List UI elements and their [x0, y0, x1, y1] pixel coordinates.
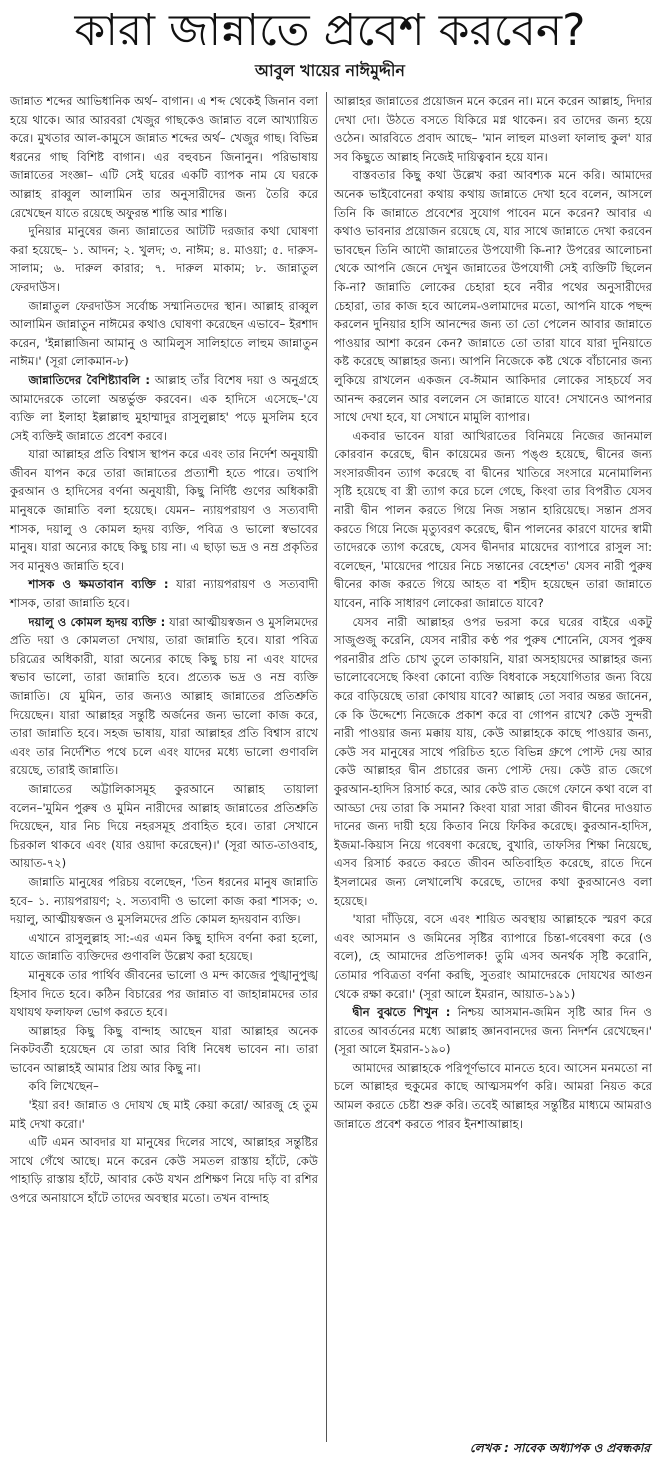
- paragraph-text: কবি লিখেছেন–: [28, 1079, 99, 1094]
- paragraph-text: যেসব নারী আল্লাহর ওপর ভরসা করে ঘরের বাইরে একটু সাজুগুজু করেনি, যেসব নারীর কণ্ঠ পর পুরুষ শোনেনি, যেসব পুরুষ পরনারীর প্রতি চোখ তুলে তাকায়নি, যারা অসহায়দের আল্লাহর জন্য ভালোবেসেছে কিংবা কোনো ব্যক্তি বিধবাকে সহযোগিতার জন্য বিয়ে করে বাড়িয়েছে তারা কোথায় যাবে? আল্লাহ তো সবার অন্তর জানেন, কে কি উদ্দেশ্যে নিজেকে প্রকাশ করে বা গোপন রাখে? কেউ সুন্দরী নারী পাওয়ার জন্য মক্কায় যায়, কেউ আল্লাহকে কাছে পাওয়ার জন্য, কেউ সব মানুষের সাথে পরিচিত হতে বিভিন্ন গ্রুপে পোস্ট দেয় আর কেউ আল্লাহর দ্বীন প্রচারের জন্য পোস্ট দেয়। কেউ রাত জেগে কুরআন-হাদিস রিসার্চ করে, আর কেউ রাত জেগে ফোনে কথা বলে বা আড্ডা দেয় তারা কি সমান? কিংবা যারা সারা জীবন দ্বীনের দাওয়াত দানের জন্য দায়ী হয়ে কিতাব নিয়ে ফিকির করেছে। কুরআন-হাদিস, ইজমা-কিয়াস নিয়ে গবেষণা করেছে, বুখারি, তাফসির শিক্ষা নিয়েছে, এসব রিসার্চ করতে করতে জীবন অতিবাহিত করেছে, রাতে দিনে ইসলামের জন্য লেখালেখি করেছে, তাদের কথা কুরআনেও বলা হয়েছে।: [334, 614, 652, 908]
- paragraph-text: যারা ন্যায়পরায়ণ ও সত্যবাদী শাসক, তারা জান্নাতি হবে।: [10, 577, 319, 611]
- paragraph: [10, 92, 318, 222]
- paragraph-text: এটি এমন আবদার যা মানুষের দিলের সাথে, আল্লাহর সন্তুষ্টির সাথে গেঁথে আছে। মনে করেন কেউ সমতল রাস্তায় হাঁটে, কেউ পাহাড়ি রাস্তায় হাঁটে, আবার কেউ যখন প্রশিক্ষণ নিয়ে দড়ি বা রশির ওপরে অনায়াসে হাঁটে তাদের অবস্থার মতো। তখন বান্দাহ: [10, 1135, 318, 1206]
- paragraph: [334, 613, 652, 911]
- paragraph: [10, 873, 318, 929]
- paragraph-text: যারা আল্লাহর প্রতি বিশ্বাস স্থাপন করে এবং তার নির্দেশ অনুযায়ী জীবন যাপন করে তারা জান্নাতের প্রত্যাশী হতে পারে। তথাপি কুরআন ও হাদিসের বর্ণনা অনুযায়ী, কিছু নির্দিষ্ট গুণের অধিকারী মানুষকে জান্নাতি বলা হয়েছে। যেমন– ন্যায়পরায়ণ ও সত্যবাদী শাসক, দয়ালু ও কোমল হৃদয় ব্যক্তি, পবিত্র ও ভালো স্বভাবের মানুষ। যারা অন্যের কাছে কিছু চায় না। এ ছাড়া ভদ্র ও নম্র প্রকৃতির সব মানুষও জান্নাতি হবে।: [10, 447, 318, 573]
- paragraph-text: আল্লাহর জান্নাতের প্রয়োজন মনে করেন না। মনে করেন আল্লাহ, দিদার দেখা দো। উঠতে বসতে যিকিরে মগ্ন থাকেন। রব তাদের জন্য হয়ে ওঠেন। আরবিতে প্রবাদ আছে– 'মান লাহুল মাওলা ফালাহু কুল' যার সব কিছুতে আল্লাহ নিজেই দায়িত্ববান হয়ে যান।: [334, 94, 652, 164]
- paragraph-text: জান্নাতুল ফেরদাউস সর্বোচ্চ সম্মানিতদের স্থান। আল্লাহ রাব্বুল আলামিন জান্নাতুন নাঈমের কথাও ঘোষণা করেছেন এভাবে– ইরশাদ করেন, 'ইন্নাল্লাজিনা আমানু ও আমিলুস সালিহাতে লাহুম জান্নাতুন নাঈম।' (সূরা লোকমান-৮): [10, 298, 318, 369]
- paragraph-text: জান্নাত শব্দের আভিধানিক অর্থ– বাগান। এ শব্দ থেকেই জিনান বলা হয়ে থাকে। আর আরবরা খেজুর গাছকেও জান্নাত বলে আখ্যায়িত করে। মুখতার আল-কামুসে জান্নাত শব্দের অর্থ– খেজুর গাছ। বিভিন্ন ধরনের গাছ বিশিষ্ট বাগান। এর বহুবচন জিনানুন। পরিভাষায় জান্নাতের সংজ্ঞা– এটি সেই ঘরের একটি ব্যাপক নাম যে ঘরকে আল্লাহ রাব্বুল আলামিন তার অনুসারীদের জন্য তৈরি করে রেখেছেন যাতে রয়েছে অফুরন্ত শান্তি আর শান্তি।: [10, 94, 318, 220]
- paragraph-text: বাস্তবতার কিছু কথা উল্লেখ করা আবশ্যক মনে করি। আমাদের অনেক ভাইবোনেরা কথায় কথায় জান্নাতে দেখা হবে বলেন, আসলে তিনি কি জান্নাতে প্রবেশের সুযোগ পাবেন মনে করেন? আবার এ কথাও ভাবনার প্রয়োজন রয়েছে যে, যার সাথে জান্নাতে দেখা করবেন ভাবছেন তিনি আদৌ জান্নাতের উপযোগী কি-না? উপরের আলোচনা থেকে আপনি জেনে দেখুন জান্নাতের উপযোগী সেই ব্যক্তিটি ছিলেন কি-না? জান্নাতি লোকের চেহারা হবে নবীর পথের অনুসারীদের চেহারা, তার কাজ হবে আলেম-ওলামাদের মতো, আপনি যাকে পছন্দ করলেন দুনিয়ার হাসি আনন্দের জন্য তা তো পেলেন আবার জান্নাতে পাওয়ার আশা করেন কেন? জান্নাতে তো তারা যাবে যারা দুনিয়াতে কষ্ট করেছে আল্লাহর জন্য। আপনি নিজেকে কষ্ট থেকে বাঁচানোর জন্য লুকিয়ে রাখলেন একজন বে-ঈমান আকিদার লোকের সাহচর্যে সব আনন্দ করলেন আর বললেন সে জান্নাতে যাবে! সেখানেও আপনার সাথে দেখা হবে, যা সেখানে মামুলি ব্যাপার।: [334, 168, 652, 425]
- author-byline: আবুল খায়ের নাঈমুদ্দীন: [255, 61, 405, 80]
- paragraph: [334, 427, 652, 613]
- paragraph-text: নিশ্চয় আসমান-জমিন সৃষ্টি আর দিন ও রাতের আবর্তনের মধ্যে আল্লাহ জ্ঞানবানদের জন্য নিদর্শন রেখেছেন।' (সূরা আলে ইমরান-১৯০): [334, 1005, 653, 1057]
- paragraph: [10, 1077, 318, 1096]
- paragraph-lead: দয়ালু ও কোমল হৃদয় ব্যক্তি :: [28, 614, 166, 629]
- paragraph: [10, 222, 318, 296]
- paragraph: [10, 1022, 318, 1078]
- paragraph: [10, 929, 318, 966]
- paragraph: [334, 92, 652, 166]
- paragraph: [10, 575, 318, 612]
- paragraph-text: যারা আত্মীয়স্বজন ও মুসলিমদের প্রতি দয়া ও কোমলতা দেখায়, তারা জান্নাতি হবে। যারা পবিত্র চরিত্রের অধিকারী, যারা অন্যের কাছে কিছু চায় না এবং যাদের স্বভাব ভালো, তারা জান্নাতি হবে। প্রত্যেক ভদ্র ও নম্র ব্যক্তি জান্নাতি। যে মুমিন, তার জন্যও আল্লাহ জান্নাতের প্রতিশ্রুতি দিয়েছেন। যারা আল্লাহর সন্তুষ্টি অর্জনের জন্য ভালো কাজ করে, তারা জান্নাতি হবে। সহজ ভাষায়, যারা আল্লাহর প্রতি বিশ্বাস রাখে এবং তার নির্দেশিত পথে চলে এবং যাদের মধ্যে ভালো গুণাবলি রয়েছে, তারাই জান্নাতি।: [10, 614, 318, 778]
- paragraph-text: 'ইয়া রব! জান্নাত ও দোযখ ছে মাই কেয়া করো/ আরজু হে তুম মাই দেখা করো।': [10, 1098, 318, 1131]
- paragraph-text: মানুষকে তার পার্থিব জীবনের ভালো ও মন্দ কাজের পুঙ্খানুপুঙ্খ হিসাব দিতে হবে। কঠিন বিচারের পর জান্নাত বা জাহান্নামদের তার যথাযথ ফলাফল ভোগ করতে হবে।: [10, 967, 318, 1020]
- paragraph-lead: জান্নাতিদের বৈশিষ্ট্যাবলি :: [28, 372, 150, 387]
- paragraph: [10, 445, 318, 575]
- paragraph-text: দুনিয়ার মানুষের জন্য জান্নাতের আটটি দরজার কথা ঘোষণা করা হয়েছে– ১. আদন; ২. খুলদ; ৩. নাঈম; ৪. মাওয়া; ৫. দারুস-সালাম; ৬. দারুল কারার; ৭. দারুল মাকাম; ৮. জান্নাতুল ফেরদাউস।: [10, 224, 318, 294]
- paragraph-text: একবার ভাবেন যারা আখিরাতের বিনিময়ে নিজের জানমাল কোরবান করেছে, দ্বীন কায়েমের জন্য পঙ্গু হয়েছে, দ্বীনের জন্য সংসারজীবন ত্যাগ করেছে বা দ্বীনের খাতিরে সংসারে মনোমালিন্য সৃষ্টি হয়েছে বা স্ত্রী ত্যাগ করে চলে গেছে, কিংবা তার বিপরীত যেসব নারী দ্বীন পালন করতে গিয়ে নিজ সন্তান হারিয়েছে। সন্তান প্রসব করতে গিয়ে নিজে মৃত্যুবরণ করেছে, দ্বীন পালনের কারণে যাদের স্বামী তাদেরকে ত্যাগ করেছে, যেসব দ্বীনদার মায়েদের ব্যাপারে রাসুল সা: বলেছেন, 'মায়েদের পায়ের নিচে সন্তানের বেহেশত' যেসব নারী পুরুষ দ্বীনের কাজ করতে গিয়ে আহত বা শহীদ হয়েছেন তারা জান্নাতে যাবেন, নাকি সাধারণ লোকেরা জান্নাতে যাবে?: [334, 428, 652, 611]
- article-title: কারা জান্নাতে প্রবেশ করবেন?: [74, 5, 586, 56]
- paragraph: [334, 1003, 652, 1059]
- paragraph-lead: দ্বীন বুঝতে শিখুন :: [352, 1005, 451, 1020]
- paragraph: [10, 613, 318, 780]
- paragraph-text: এখানে রাসুলুল্লাহ সা:-এর এমন কিছু হাদিস বর্ণনা করা হলো, যাতে জান্নাতি ব্যক্তিদের গুণাবলি উল্লেখ করা হয়েছে।: [10, 930, 318, 964]
- paragraph: [10, 780, 318, 873]
- paragraph-lead: শাসক ও ক্ষমতাবান ব্যক্তি :: [28, 577, 169, 592]
- paragraph: [334, 910, 652, 1003]
- paragraph: [334, 166, 652, 426]
- right-column: [334, 92, 652, 1133]
- author-note: লেখক : সাবেক অধ্যাপক ও প্রবন্ধকার: [469, 1441, 650, 1455]
- paragraph: [10, 297, 318, 371]
- paragraph-text: জান্নাতের অট্টালিকাসমূহ কুরআনে আল্লাহ তায়ালা বলেন–'মুমিন পুরুষ ও মুমিন নারীদের আল্লাহ জান্নাতের প্রতিশ্রুতি দিয়েছেন, যার নিচ দিয়ে নহরসমূহ প্রবাহিত হবে। তারা সেখানে চিরকাল থাকবে এবং (যার ওয়াদা করেছেন)।' (সূরা আত-তাওবাহ, আয়াত-৭২): [10, 781, 318, 871]
- paragraph-text: আল্লাহ তাঁর বিশেষ দয়া ও অনুগ্রহে আমাদেরকে তালো অন্তর্ভুক্ত করবেন। এক হাদিসে এসেছে–'যে ব্যক্তি লা ইলাহা ইল্লাল্লাহু মুহাম্মাদুর রাসুলুল্লাহ' পড়ে মুসলিম হবে সেই ব্যক্তিই জান্নাতে প্রবেশ করবে।: [10, 372, 318, 443]
- paragraph-text: আমাদের আল্লাহকে পরিপূর্ণভাবে মানতে হবে। আসেন মনমতো না চলে আল্লাহর হুকুমের কাছে আত্মসমর্পণ করি। আমরা নিয়ত করে আমল করতে চেষ্টা শুরু করি। তবেই আল্লাহর সন্তুষ্টির মাধ্যমে আমরাও জান্নাতে প্রবেশ করতে পারব ইনশাআল্লাহ।: [334, 1060, 652, 1131]
- paragraph: [334, 1059, 652, 1133]
- paragraph: [10, 1133, 318, 1207]
- paragraph: [10, 371, 318, 445]
- paragraph-text: আল্লাহর কিছু কিছু বান্দাহ আছেন যারা আল্লাহর অনেক নিকটবর্তী হয়েছেন যে তারা আর বিধি নিষেধ ভাবেন না। তারা ভাবেন আল্লাহই আমার প্রিয় আর কিছু না।: [10, 1023, 318, 1075]
- paragraph-text: জান্নাতি মানুষের পরিচয় বলেছেন, 'তিন ধরনের মানুষ জান্নাতি হবে– ১. ন্যায়পরায়ণ; ২. সত্যবাদী ও ভালো কাজ করা শাসক; ৩. দয়ালু, আত্মীয়স্বজন ও মুসলিমদের প্রতি কোমল হৃদয়বান ব্যক্তি।: [10, 874, 318, 927]
- paragraph: [10, 1096, 318, 1133]
- column-divider: [326, 92, 327, 1442]
- left-column: [10, 92, 318, 1208]
- paragraph: [10, 966, 318, 1022]
- paragraph-text: 'যারা দাঁড়িয়ে, বসে এবং শায়িত অবস্থায় আল্লাহকে স্মরণ করে এবং আসমান ও জমিনের সৃষ্টির ব্যাপারে চিন্তা-গবেষণা করে (ও বলে), হে আমাদের প্রতিপালক! তুমি এসব অনর্থক সৃষ্টি করোনি, তোমার পবিত্রতা বর্ণনা করছি, সুতরাং আমাদেরকে দোযখের আগুন থেকে রক্ষা করো।' (সূরা আলে ইমরান, আয়াত-১৯১): [334, 912, 652, 1001]
